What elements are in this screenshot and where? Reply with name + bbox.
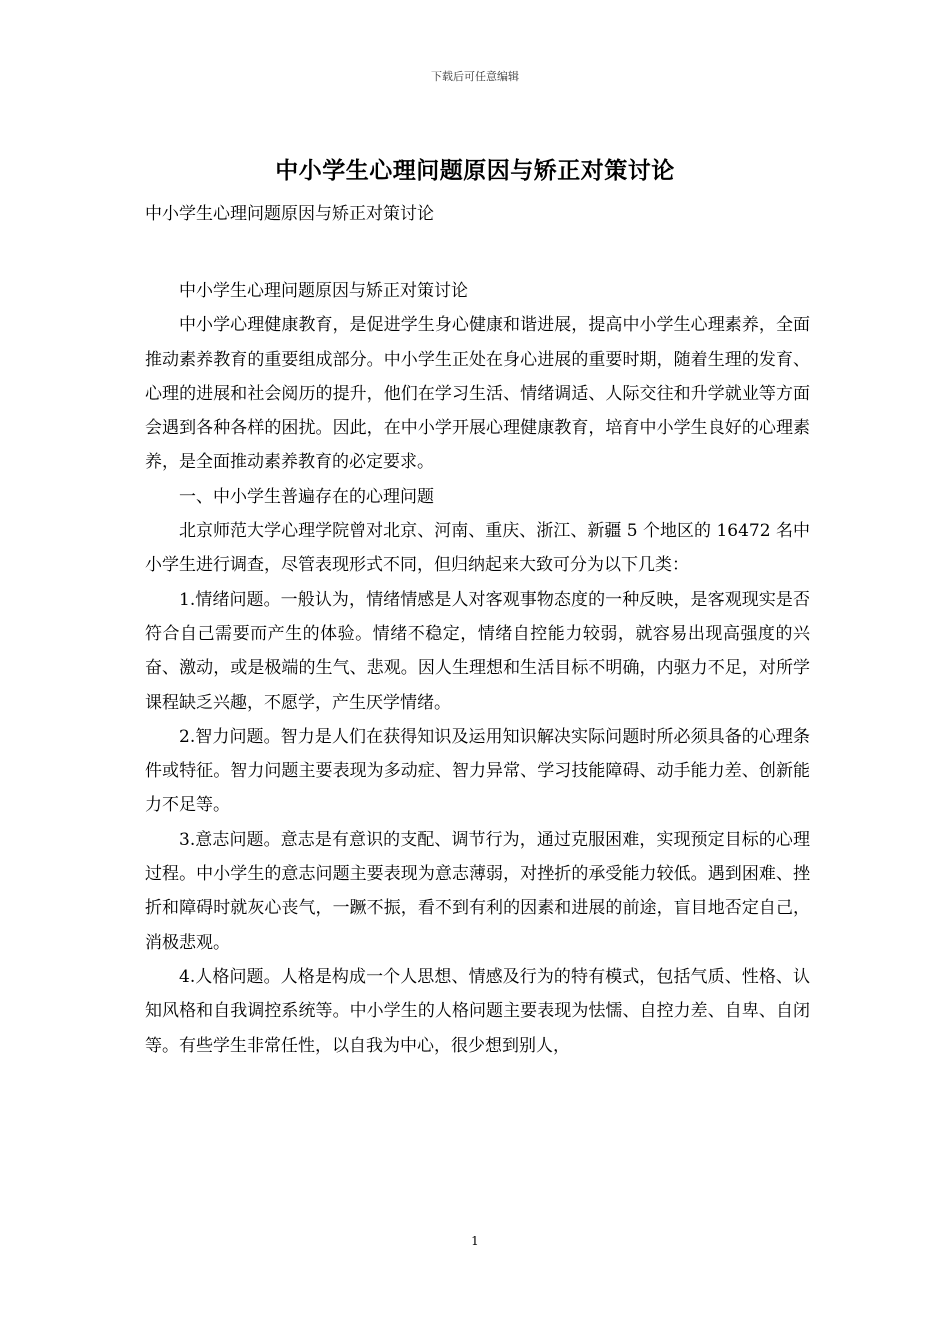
body-text bbox=[145, 274, 810, 1063]
paragraph-heading: 中小学生心理问题原因与矫正对策讨论 bbox=[179, 281, 468, 301]
paragraph-will: 3.意志问题。意志是有意识的支配、调节行为，通过克服困难，实现预定目标的心理过程。中小学生的意志问题主要表现为意志薄弱，对挫折的承受能力较低。遇到困难、挫折和障碍时就灰心丧气，一蹶不振，看不到有利的因素和进展的前途，盲目地否定自己，消极悲观。 bbox=[145, 829, 810, 953]
page-number: 1 bbox=[471, 1234, 479, 1248]
paragraph-survey: 北京师范大学心理学院曾对北京、河南、重庆、浙江、新疆 5 个地区的 16472 名中小学生进行调查，尽管表现形式不同，但归纳起来大致可分为以下几类： bbox=[145, 521, 810, 576]
paragraph-intro: 中小学心理健康教育，是促进学生身心健康和谐进展，提高中小学生心理素养，全面推动素养教育的重要组成部分。中小学生正处在身心进展的重要时期，随着生理的发育、心理的进展和社会阅历的提升，他们在学习生活、情绪调适、人际交往和升学就业等方面会遇到各种各样的困扰。因此，在中小学开展心理健康教育，培育中小学生良好的心理素养，是全面推动素养教育的必定要求。 bbox=[145, 315, 810, 473]
document-subtitle: 中小学生心理问题原因与矫正对策讨论 bbox=[145, 204, 434, 224]
document-title: 中小学生心理问题原因与矫正对策讨论 bbox=[275, 157, 675, 184]
section-heading-1: 一、中小学生普遍存在的心理问题 bbox=[179, 486, 434, 507]
header-note: 下载后可任意编辑 bbox=[431, 70, 519, 83]
paragraph-emotion: 1.情绪问题。一般认为，情绪情感是人对客观事物态度的一种反映，是客观现实是否符合自己需要而产生的体验。情绪不稳定，情绪自控能力较弱，就容易出现高强度的兴奋、激动，或是极端的生气、悲观。因人生理想和生活目标不明确，内驱力不足，对所学课程缺乏兴趣，不愿学，产生厌学情绪。 bbox=[145, 589, 810, 713]
paragraph-personality: 4.人格问题。人格是构成一个人思想、情感及行为的特有模式，包括气质、性格、认知风格和自我调控系统等。中小学生的人格问题主要表现为怯懦、自控力差、自卑、自闭等。有些学生非常任性，以自我为中心，很少想到别人， bbox=[145, 966, 810, 1056]
paragraph-intelligence: 2.智力问题。智力是人们在获得知识及运用知识解决实际问题时所必须具备的心理条件或特征。智力问题主要表现为多动症、智力异常、学习技能障碍、动手能力差、创新能力不足等。 bbox=[145, 726, 810, 816]
